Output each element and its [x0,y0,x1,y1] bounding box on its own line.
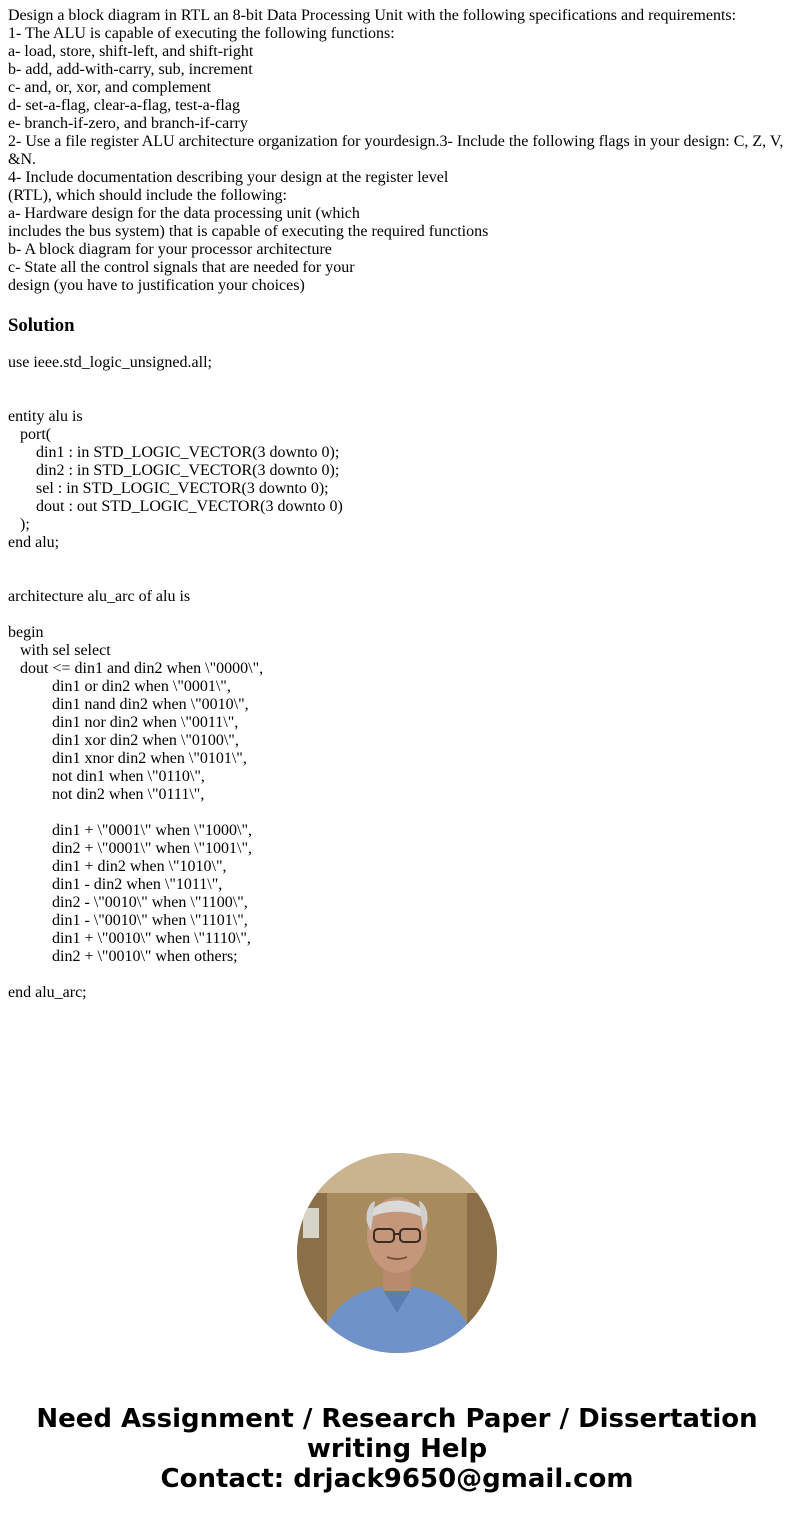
question-line: b- add, add-with-carry, sub, increment [8,61,253,78]
question-line: a- load, store, shift-left, and shift-right [8,43,254,60]
solution-heading: Solution [8,315,75,336]
code-line: din1 or din2 when \"0001\", [8,678,231,695]
code-line: din2 + \"0010\" when others; [8,948,238,965]
question-line: e- branch-if-zero, and branch-if-carry [8,115,248,132]
code-line [8,606,768,624]
code-line: din1 xor din2 when \"0100\", [8,732,239,749]
author-photo [297,1153,497,1353]
code-line: din2 - \"0010\" when \"1100\", [8,894,248,911]
contact-banner [0,1404,794,1494]
code-line: with sel select [8,642,111,659]
question-line: design (you have to justification your choices) [8,277,305,294]
question-line: 1- The ALU is capable of executing the following functions: [8,25,395,42]
code-line: din1 : in STD_LOGIC_VECTOR(3 downto 0); [8,444,340,461]
question-line: b- A block diagram for your processor architecture [8,241,332,258]
code-line: entity alu is [8,408,83,425]
code-line: not din1 when \"0110\", [8,768,205,785]
code-line: end alu; [8,534,60,551]
code-line: port( [8,426,52,443]
code-line: architecture alu_arc of alu is [8,588,191,605]
question-line: 4- Include documentation describing your design at the register level [8,169,449,186]
code-line: dout : out STD_LOGIC_VECTOR(3 downto 0) [8,498,343,515]
question-line: 2- Use a file register ALU architecture organization for yourdesign.3- Include the following flags in your design: C, Z, V, &N. [8,133,788,168]
code-line: din1 - din2 when \"1011\", [8,876,223,893]
promo-line-2: writing Help [306,1434,488,1464]
code-line: din1 nor din2 when \"0011\", [8,714,239,731]
code-line [8,552,768,570]
vhdl-code-block [8,354,768,1002]
code-line: end alu_arc; [8,984,87,1001]
question-text [8,7,788,295]
code-line: din1 + \"0010\" when \"1110\", [8,930,251,947]
code-line: din1 + din2 when \"1010\", [8,858,227,875]
code-line: din1 - \"0010\" when \"1101\", [8,912,248,929]
promo-contact-line: Contact: drjack9650@gmail.com [160,1464,634,1494]
author-photo-image [297,1153,497,1353]
code-line [8,372,768,390]
question-line: includes the bus system) that is capable of executing the required functions [8,223,489,240]
question-line: a- Hardware design for the data processing unit (which [8,205,360,222]
code-line: din1 nand din2 when \"0010\", [8,696,249,713]
question-line: (RTL), which should include the following: [8,187,287,204]
code-line: sel : in STD_LOGIC_VECTOR(3 downto 0); [8,480,329,497]
code-line: din1 + \"0001\" when \"1000\", [8,822,253,839]
question-line: Design a block diagram in RTL an 8-bit Data Processing Unit with the following specifications and requirements: [8,7,737,24]
code-line [8,966,768,984]
code-line: din2 : in STD_LOGIC_VECTOR(3 downto 0); [8,462,340,479]
question-line: c- and, or, xor, and complement [8,79,212,96]
promo-line-1: Need Assignment / Research Paper / Dissertation [36,1404,758,1434]
code-line: use ieee.std_logic_unsigned.all; [8,354,212,371]
code-line: not din2 when \"0111\", [8,786,205,803]
code-line [8,804,768,822]
code-line: begin [8,624,44,641]
code-line [8,570,768,588]
code-line: dout <= din1 and din2 when \"0000\", [8,660,264,677]
question-line: c- State all the control signals that are needed for your [8,259,355,276]
code-line: ); [8,516,30,533]
code-line: din1 xnor din2 when \"0101\", [8,750,247,767]
code-line: din2 + \"0001\" when \"1001\", [8,840,253,857]
code-line [8,390,768,408]
question-line: d- set-a-flag, clear-a-flag, test-a-flag [8,97,240,114]
